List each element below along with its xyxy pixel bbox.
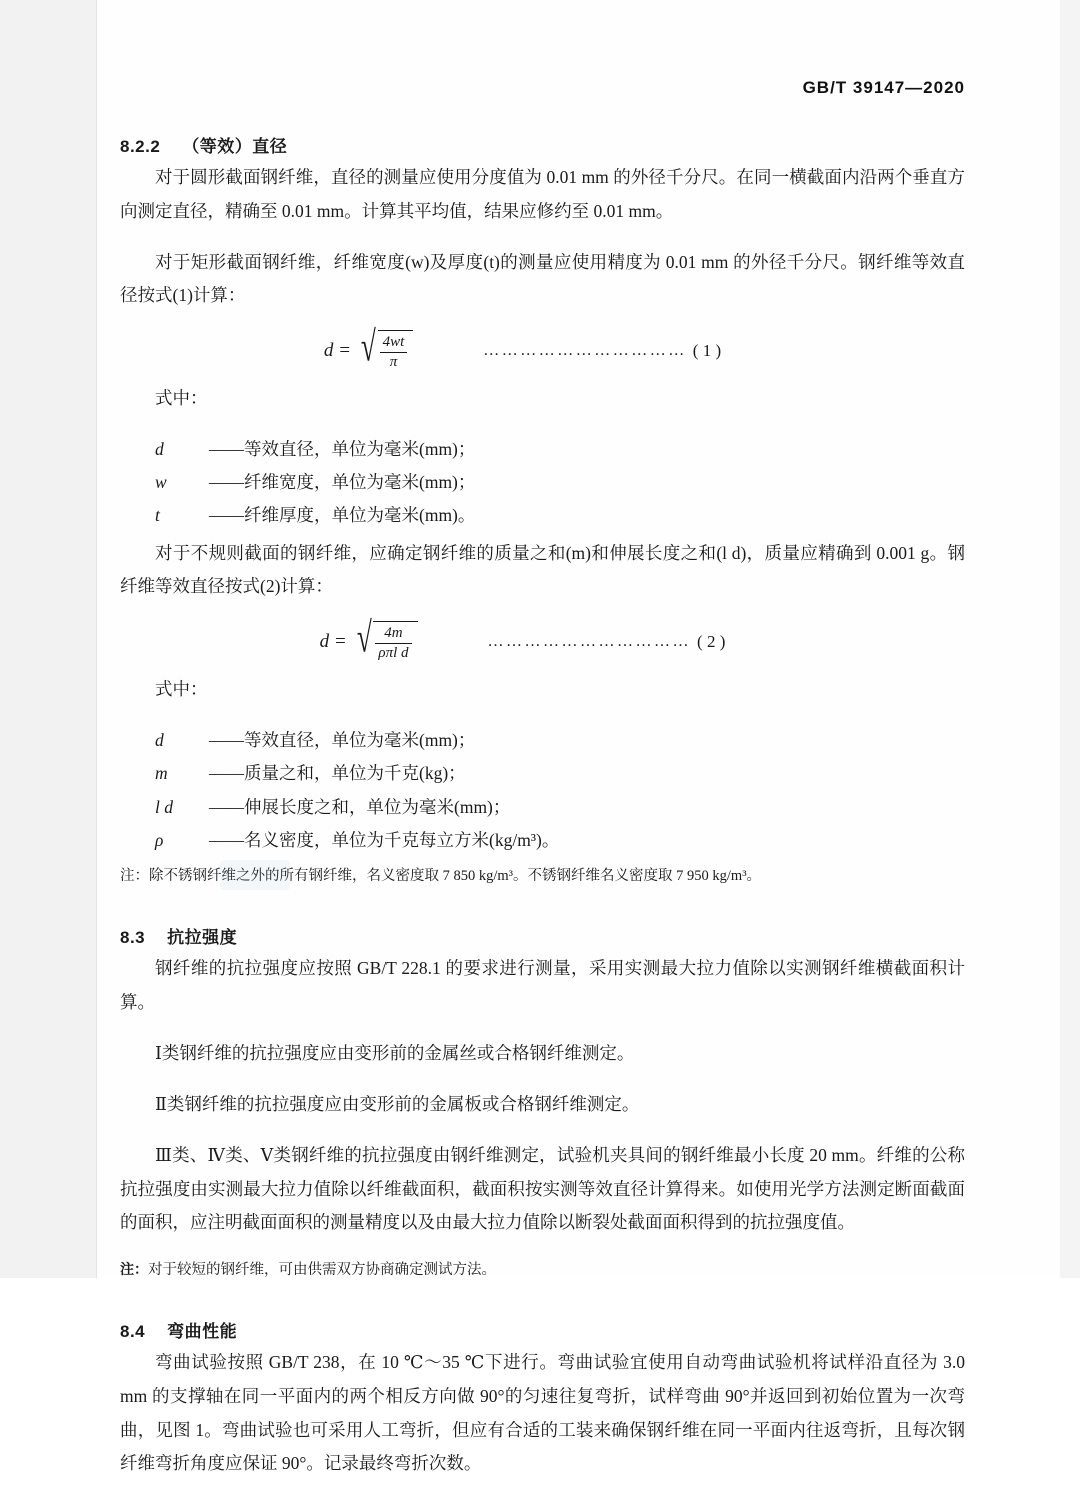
section-title-8-2-2: （等效）直径 [182,137,288,156]
definition-symbol: d [155,730,164,750]
where-label-1: 式中： [155,387,208,408]
standard-number: GB/T 39147—2020 [802,78,965,97]
equation-1 [120,324,965,372]
definition-symbol: m [155,763,168,784]
definition-dash: —— [209,763,244,784]
definition-dash: —— [209,438,244,459]
note-8-3 [120,1257,965,1283]
definition-symbol: t [155,505,160,526]
equation-1-leader-dots: …………………………… [483,342,687,360]
equation-1-fraction [380,333,408,372]
definition-row [120,791,965,824]
definition-text: 等效直径，单位为毫米(mm)； [244,438,476,459]
equation-2-number: ( 2 ) [697,632,726,652]
definition-dash: —— [209,505,244,526]
page-header [120,0,965,98]
note-label-8-3: 注： [120,1261,148,1278]
definition-symbol: l d [155,796,173,817]
section-number-8-3: 8.3 [120,928,146,948]
definition-dash: —— [209,796,244,817]
section-heading-8-4 [120,1317,965,1342]
equation-2-denominator: ρπl d [375,643,411,663]
definition-dash: —— [209,730,244,750]
definition-text: 等效直径，单位为毫米(mm)； [244,730,476,750]
sqrt-symbol-icon [359,324,413,372]
note-text-8-3: 对于较短的钢纤维，可由供需双方协商确定测试方法。 [148,1262,496,1279]
section-title-8-3: 抗拉强度 [167,928,238,948]
section-heading-8-3 [120,923,965,948]
note-8-2-2: 注：除不锈钢纤维之外的所有钢纤维，名义密度取 7 850 kg/m³。不锈钢纤维名义密度取 7 950 kg/m³。 [120,868,762,884]
definition-list-2 [120,724,965,857]
equation-2-lhs: d = [319,631,347,653]
definition-text: 质量之和，单位为千克(kg)； [244,763,466,784]
paragraph-8-3-4: Ⅲ类、Ⅳ类、Ⅴ类钢纤维的抗拉强度由钢纤维测定，试验机夹具间的钢纤维最小长度 20 mm。纤维的公称抗拉强度由实测最大拉力值除以纤维截面积，截面积按实测等效直径计算得来。如使用光学方法测定断面截面的面积，应注明截面面积的测量精度以及由最大拉力值除以断裂处截面面积得到的抗拉强度值。 [120,1144,965,1233]
definition-symbol: d [155,438,164,459]
radical-glyph: √ [360,324,376,371]
equation-2 [120,615,965,663]
definition-text: 纤维宽度，单位为毫米(mm)； [244,472,476,493]
paragraph-8-3-3: Ⅱ类钢纤维的抗拉强度应由变形前的金属板或合格钢纤维测定。 [155,1093,640,1114]
definition-text: 纤维厚度，单位为毫米(mm)。 [244,505,476,526]
definition-symbol: ρ [155,829,164,850]
paragraph-8-3-2: Ⅰ类钢纤维的抗拉强度应由变形前的金属丝或合格钢纤维测定。 [155,1042,635,1063]
definition-row [120,824,965,857]
definition-dash: —— [209,829,244,850]
radical-glyph: √ [356,615,372,662]
section-number-8-2-2: 8.2.2 [120,137,161,156]
page-content [120,0,965,1498]
page-left-margin-shadow [0,0,97,1278]
paragraph-8-3-1: 钢纤维的抗拉强度应按照 GB/T 228.1 的要求进行测量，采用实测最大拉力值除以实测钢纤维横截面积计算。 [120,958,965,1012]
page-right-margin-shadow [1060,0,1080,1278]
definition-text: 伸展长度之和，单位为毫米(mm)； [244,796,511,817]
definition-row [120,433,965,466]
equation-2-numerator: 4m [384,625,403,642]
equation-1-radicand [378,330,414,372]
equation-2-leader-dots: …………………………… [487,633,692,651]
definition-row [120,499,965,532]
equation-2-expression [319,615,726,663]
paragraph-8-4-1: 弯曲试验按照 GB/T 238，在 10 ℃～35 ℃下进行。弯曲试验宜使用自动弯曲试验机将试样沿直径为 3.0 mm 的支撑轴在同一平面内的两个相反方向做 90°的匀速往复弯折，试样弯曲 90°并返回到初始位置为一次弯曲，见图 1。弯曲试验也可采用人工弯折，但应有合适的工装来确保钢纤维在同一平面内往返弯折，且每次钢纤维弯折角度应保证 90°。记录最终弯折次数。 [120,1352,965,1474]
sqrt-symbol-icon [355,615,418,663]
paragraph-8-2-2-3: 对于不规则截面的钢纤维，应确定钢纤维的质量之和(m)和伸展长度之和(l d)，质量应精确到 0.001 g。钢纤维等效直径按式(2)计算： [120,542,965,597]
section-number-8-4: 8.4 [120,1322,146,1342]
equation-1-lhs: d = [323,340,351,362]
definition-list-1 [120,433,965,533]
equation-1-numerator: 4wt [382,334,405,351]
equation-1-denominator: π [380,352,408,372]
definition-text: 名义密度，单位为千克每立方米(kg/m³)。 [244,829,560,850]
paragraph-8-2-2-2: 对于矩形截面钢纤维，纤维宽度(w)及厚度(t)的测量应使用精度为 0.01 mm 的外径千分尺。钢纤维等效直径按式(1)计算： [120,251,965,306]
paragraph-8-2-2-1: 对于圆形截面钢纤维，直径的测量应使用分度值为 0.01 mm 的外径千分尺。在同一横截面内沿两个垂直方向测定直径，精确至 0.01 mm。计算其平均值，结果应修约至 0.01 mm。 [120,167,965,221]
section-heading-8-2-2 [120,132,965,157]
definition-row [120,757,965,790]
definition-row [120,724,965,757]
where-label-2: 式中： [155,678,208,699]
equation-2-fraction [375,624,411,663]
equation-1-expression [323,324,722,372]
equation-1-number: ( 1 ) [692,341,722,361]
definition-dash: —— [209,472,244,493]
definition-row [120,466,965,499]
section-title-8-4: 弯曲性能 [167,1322,238,1342]
equation-2-radicand [373,621,417,663]
definition-symbol: w [155,472,167,493]
